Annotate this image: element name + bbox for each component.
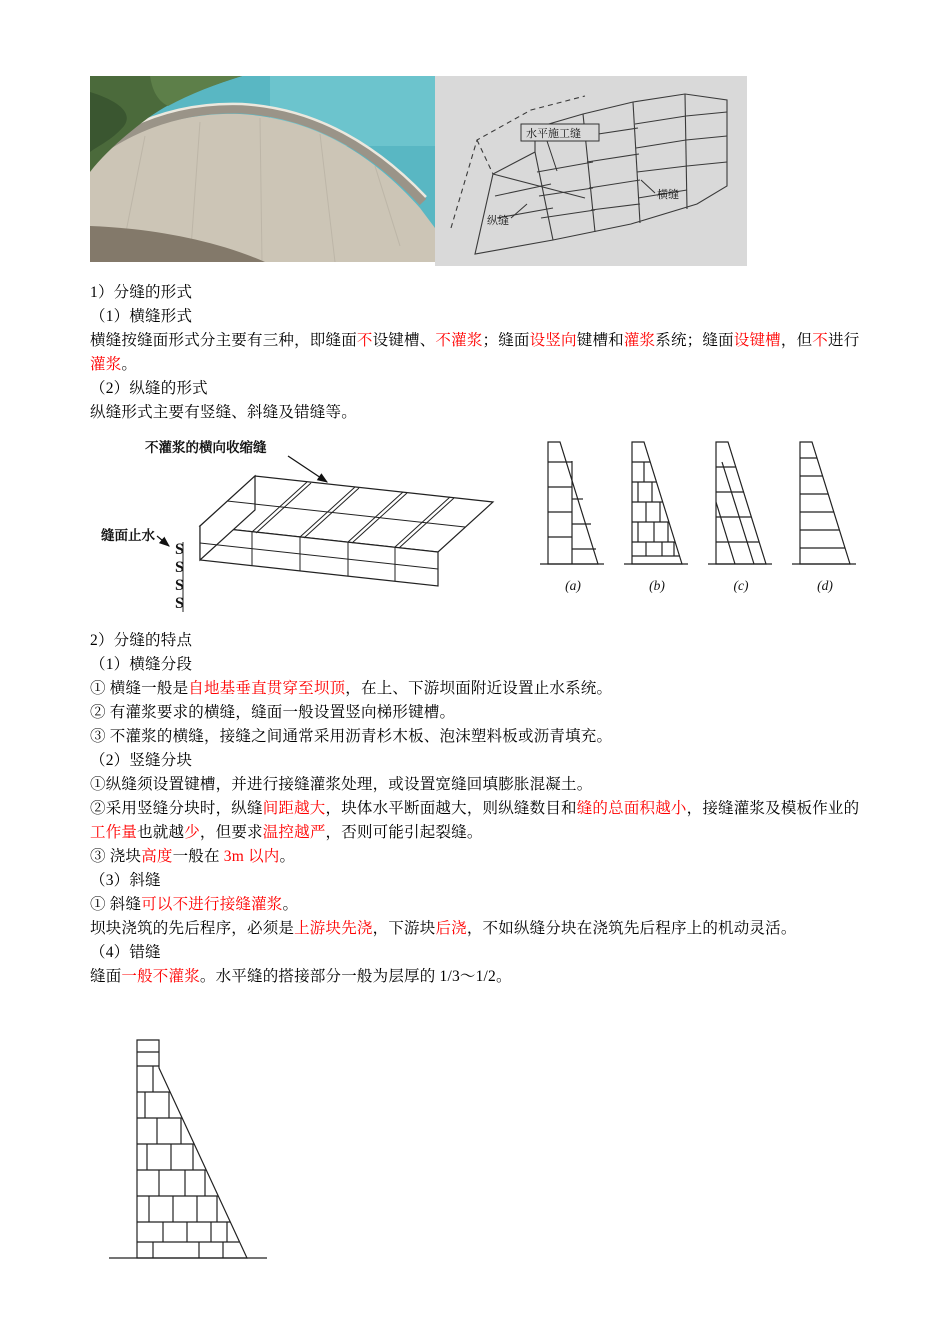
- subheading-vertical-joint-blocks: （2）竖缝分块: [90, 752, 193, 769]
- label-longitudinal-joint: 纵缝: [487, 215, 509, 227]
- text-section-joint-forms: [90, 281, 868, 425]
- item-2-transverse: ② 有灌浆要求的横缝，缝面一般设置竖向梯形键槽。: [90, 704, 456, 721]
- subheading-staggered-joint: （4）错缝: [90, 944, 161, 961]
- diagram-background: [435, 76, 747, 266]
- profile-b: [624, 442, 688, 564]
- joint-3d-figure: [95, 424, 510, 616]
- item-1-inclined: ① 斜缝可以不进行接缝灌浆。: [90, 896, 299, 913]
- top-figure-row: [90, 76, 747, 266]
- svg-text:S: S: [175, 595, 184, 612]
- subheading-transverse-joint-form: （1）横缝形式: [90, 308, 193, 325]
- heading-2-joint-features: 2）分缝的特点: [90, 632, 193, 649]
- staggered-profile-svg: [95, 1028, 279, 1273]
- label-transverse-joint: 横缝: [657, 189, 679, 201]
- text-section-joint-features: [90, 629, 868, 989]
- subheading-transverse-segmentation: （1）横缝分段: [90, 656, 193, 673]
- item-3-transverse: ③ 不灌浆的横缝，接缝之间通常采用沥青杉木板、泡沫塑料板或沥青填充。: [90, 728, 613, 745]
- profile-a: [540, 442, 604, 564]
- subheading-inclined-joint: （3）斜缝: [90, 872, 161, 889]
- item-1-transverse: ① 横缝一般是自地基垂直贯穿至坝顶，在上、下游坝面附近设置止水系统。: [90, 680, 613, 697]
- monolith-block: [200, 476, 493, 586]
- item-2-vertical: ②采用竖缝分块时，纵缝间距越大，块体水平断面越大，则纵缝数目和缝的总面积越小，接缝灌浆及模板作业的工作量也就越少，但要求温控越严，否则可能引起裂缝。: [90, 800, 860, 841]
- profile-c: [708, 442, 772, 564]
- dam-photo: [90, 76, 435, 262]
- staggered-joint-profile-figure: [95, 1028, 279, 1273]
- label-waterstop: 缝面止水: [101, 528, 155, 543]
- para-staggered-joint: 缝面一般不灌浆。水平缝的搭接部分一般为层厚的 1/3～1/2。: [90, 968, 512, 985]
- subheading-longitudinal-joint-form: （2）纵缝的形式: [90, 380, 208, 397]
- profile-label-d: (d): [817, 578, 833, 593]
- svg-text:S: S: [175, 541, 184, 558]
- profile-d: [792, 442, 856, 564]
- heading-1-joint-forms: 1）分缝的形式: [90, 284, 193, 301]
- profile-label-c: (c): [733, 578, 749, 593]
- para-transverse-joint-types: 横缝按缝面形式分主要有三种，即缝面不设键槽、不灌浆；缝面设竖向键槽和灌浆系统；缝面设键槽，但不进行灌浆。: [90, 332, 860, 373]
- label-contraction-joint: 不灌浆的横向收缩缝: [145, 440, 267, 455]
- item-1-vertical: ①纵缝须设置键槽，并进行接缝灌浆处理，或设置宽缝回填膨胀混凝土。: [90, 776, 593, 793]
- middle-figure-row: [95, 424, 862, 616]
- svg-text:S: S: [175, 577, 184, 594]
- dam-block-diagram: [435, 76, 747, 266]
- para-pour-sequence: 坝块浇筑的先后程序，必须是上游块先浇，下游块后浇，不如纵缝分块在浇筑先后程序上的机动灵活。: [90, 920, 797, 937]
- para-longitudinal-joint-types: 纵缝形式主要有竖缝、斜缝及错缝等。: [90, 404, 357, 421]
- svg-text:S: S: [175, 559, 184, 576]
- item-3-vertical: ③ 浇块高度一般在 3m 以内。: [90, 848, 296, 865]
- joint-profiles-figure: [526, 432, 862, 608]
- label-horizontal-construction-joint: 水平施工缝: [526, 128, 581, 140]
- profile-label-b: (b): [649, 578, 665, 593]
- profile-label-a: (a): [565, 578, 581, 593]
